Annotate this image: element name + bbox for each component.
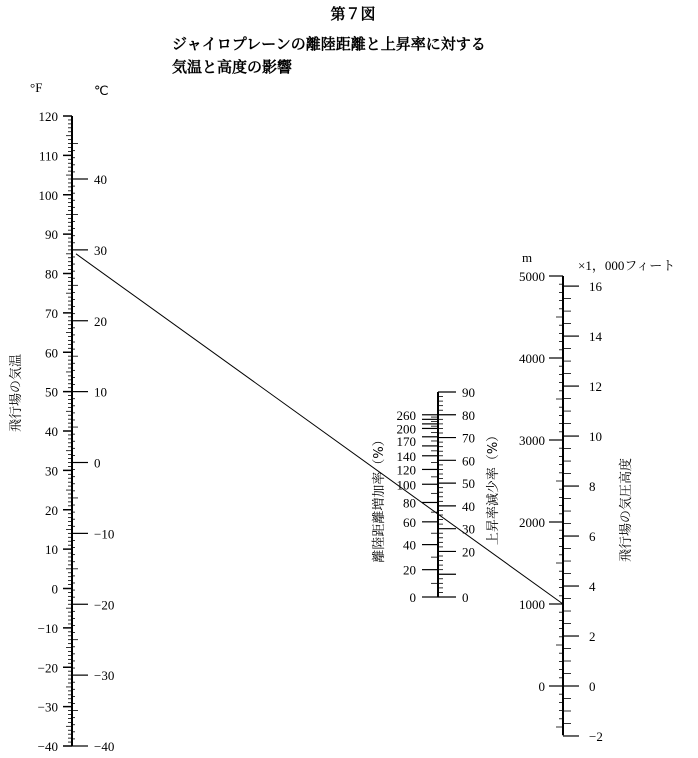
feet-tick-label: 0 [589,679,596,694]
fahrenheit-tick-label: −40 [37,739,58,754]
climb-tick-label: 50 [462,476,475,492]
climb-tick-label: 70 [462,430,475,446]
takeoff-axis-label: 離陸距離増加率（%） [372,433,387,563]
celsius-tick-label: −10 [94,526,115,542]
fahrenheit-unit: °F [30,80,43,95]
climb-tick-label: 90 [462,385,475,400]
climb-tick-label: 60 [462,453,475,469]
meter-tick-label: 5000 [519,269,545,284]
feet-tick-label: 12 [589,379,602,395]
celsius-tick-label: 20 [94,313,107,329]
altitude-axis-label: 飛行場の気圧高度 [619,457,634,563]
celsius-tick-label: −30 [94,668,115,684]
feet-tick-label: 2 [589,629,596,645]
takeoff-tick-label: 0 [409,590,416,605]
chart-title-line1: ジャイロプレーンの離陸距離と上昇率に対する [172,35,486,53]
climb-tick-label: 0 [462,590,469,605]
takeoff-tick-label: 60 [403,514,416,530]
celsius-tick-label: 0 [94,455,101,471]
ticks-layer [63,116,579,746]
meter-unit: m [522,250,533,265]
fahrenheit-tick-label: 60 [45,345,58,361]
celsius-tick-label: 40 [94,172,107,187]
fahrenheit-tick-label: 20 [45,502,58,518]
takeoff-tick-label: 170 [396,433,416,449]
celsius-unit: ℃ [94,83,109,98]
feet-tick-label: 16 [589,279,602,295]
feet-tick-label: 6 [589,529,596,545]
takeoff-tick-label: 100 [396,477,416,493]
climb-tick-label: 40 [462,498,475,514]
feet-tick-label: 8 [589,479,596,495]
celsius-tick-label: 10 [94,384,107,400]
figure-number: 第７図 [330,5,376,23]
meter-tick-label: 4000 [519,351,545,366]
takeoff-tick-label: 40 [403,537,416,553]
meter-tick-label: 0 [538,679,545,694]
takeoff-tick-label: 200 [396,421,416,437]
feet-tick-label: 4 [589,579,596,595]
feet-tick-label: 14 [589,329,602,345]
celsius-tick-label: −20 [94,597,115,613]
climb-tick-label: 20 [462,544,475,560]
takeoff-tick-label: 20 [403,562,416,578]
chart-title-line2: 気温と高度の影響 [172,58,293,76]
fahrenheit-tick-label: −30 [37,699,58,715]
fahrenheit-tick-label: −10 [37,620,58,636]
takeoff-tick-label: 140 [396,448,416,464]
fahrenheit-tick-label: 120 [38,109,58,124]
takeoff-tick-label: 80 [403,495,416,511]
fahrenheit-tick-label: 30 [45,463,58,479]
fahrenheit-tick-label: 50 [45,384,58,400]
feet-unit: ×1，000フィート [578,258,676,273]
fahrenheit-tick-label: 100 [38,187,58,203]
meter-tick-label: 1000 [519,597,545,612]
fahrenheit-tick-label: 80 [45,266,58,282]
meter-tick-label: 3000 [519,433,545,448]
fahrenheit-tick-label: 110 [38,148,58,164]
takeoff-tick-label: 260 [396,407,416,423]
temperature-axis-label: 飛行場の気温 [9,353,24,433]
meter-tick-label: 2000 [519,515,545,530]
fahrenheit-tick-label: 40 [45,424,58,439]
celsius-tick-label: −40 [94,739,115,754]
fahrenheit-tick-label: 70 [45,305,58,321]
fahrenheit-tick-label: 10 [45,542,58,558]
climb-axis-label: 上昇率減少率（%） [486,428,501,546]
feet-tick-label: 10 [589,429,602,445]
fahrenheit-tick-label: −20 [37,660,58,676]
fahrenheit-tick-label: 90 [45,227,58,243]
feet-tick-label: −2 [589,728,603,744]
takeoff-tick-label: 120 [396,462,416,478]
tick-labels-layer [38,109,603,754]
fahrenheit-tick-label: 0 [51,581,58,597]
celsius-tick-label: 30 [94,242,107,258]
climb-tick-label: 30 [462,521,475,537]
climb-tick-label: 80 [462,407,475,423]
